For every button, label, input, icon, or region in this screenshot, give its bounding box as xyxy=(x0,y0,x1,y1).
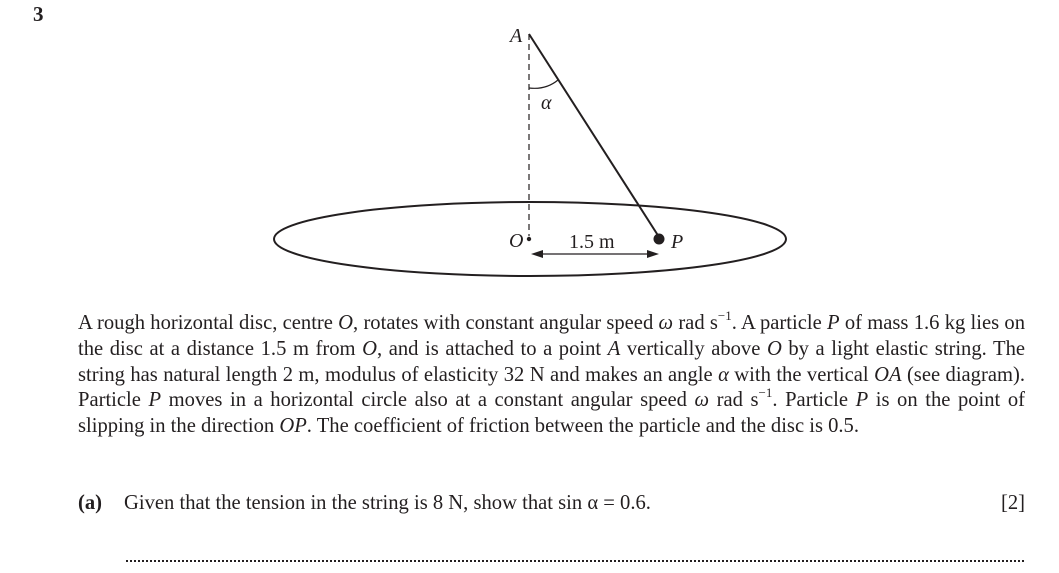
point-p-label: P xyxy=(671,231,684,253)
distance-arrow-right-head xyxy=(647,250,659,258)
part-a xyxy=(78,492,1027,520)
angle-arc xyxy=(529,80,558,88)
question-number: 3 xyxy=(33,2,44,26)
part-a-marks: [2] xyxy=(1000,492,1025,514)
part-a-text: Given that the tension in the string is 8 N, show that sin α = 0.6. xyxy=(124,492,651,514)
answer-line[interactable] xyxy=(126,560,1024,562)
point-a-label: A xyxy=(510,25,523,47)
point-o-label: O xyxy=(509,230,524,252)
distance-label: 1.5 m xyxy=(569,231,615,253)
particle-p xyxy=(654,234,665,245)
part-a-label: (a) xyxy=(78,492,103,514)
angle-alpha-label: α xyxy=(541,92,552,114)
distance-arrow-left-head xyxy=(531,250,543,258)
elastic-string xyxy=(529,34,659,237)
question-stem: A rough horizontal disc, centre O, rotates with constant angular speed ω rad $s^{-1}$. A particle P of mass 1.6 kg lies on the disc at a distance 1.5 m from O, and is attached to a point A vertically above O by a light elastic string. The string has natural length 2 m, modulus of elasticity 32 N and makes an angle α with the vertical OA (see diagram). Particle P moves in a horizontal circle also at a constant angular speed ω rad $s^{-1}$. Particle P is on the point of slipping in the direction OP. The coefficient of friction between the particle and the disc is 0.5. xyxy=(78,308,1026,438)
point-o-dot xyxy=(527,237,531,241)
